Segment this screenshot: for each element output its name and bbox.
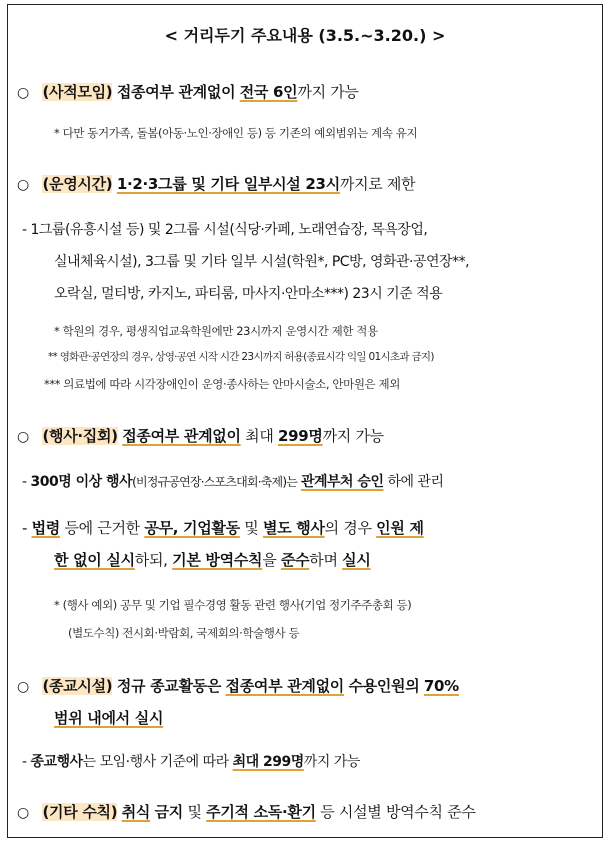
text: 수용인원의 (348, 677, 420, 695)
text: 는 모임·행사 기준에 따라 (82, 754, 229, 770)
text: 등 시설별 방역수칙 준수 (320, 803, 476, 821)
text: 취식 (121, 803, 151, 821)
text: 전국 6인 (239, 83, 298, 101)
text: 주기적 소독·환기 (206, 803, 316, 821)
note: *** 의료법에 따라 시각장애인이 운영·종사하는 안마시술소, 안마원은 제외 (44, 377, 400, 391)
section-tag: (종교시설) (42, 677, 113, 695)
detail-line: - 300명 이상 행사(비정규공연장·스포츠대회·축제)는 관계부처 승인 하에 관리 (22, 474, 444, 490)
text: 인원 제 (376, 519, 424, 537)
text: (비정규공연장·스포츠대회·축제)는 (132, 475, 297, 489)
text: 기본 방역수칙 (172, 551, 263, 569)
note: * 다만 동거가족, 돌봄(아동·노인·장애인 등) 등 기존의 예외범위는 계속 유지 (54, 126, 418, 140)
section-private-gathering (8, 81, 359, 102)
text: 종교행사 (30, 754, 83, 770)
text: 별도 행사 (262, 519, 325, 537)
text: 공무, 기업활동 (144, 519, 240, 537)
text: 70% (423, 677, 459, 695)
text: 관계부처 승인 (300, 474, 384, 490)
text: 을 (262, 551, 277, 569)
text: 및 (244, 519, 259, 537)
detail-line: - 1그룹(유흥시설 등) 및 2그룹 시설(식당·카페, 노래연습장, 목욕장업, (22, 222, 428, 238)
detail-line (54, 549, 371, 570)
section-other-rules (8, 801, 476, 822)
page-title: < 거리두기 주요내용 (3.5.~3.20.) > (164, 26, 446, 45)
text: 등에 근거한 (64, 519, 140, 537)
note: ** 영화관·공연장의 경우, 상영·공연 시작 시간 23시까지 허용(종료시각 익일 01시초과 금지) (48, 351, 434, 363)
text: 준수 (280, 551, 310, 569)
bullet-circle: ○ (17, 177, 29, 193)
text: 하며 (309, 551, 338, 569)
text: 실시 (342, 551, 371, 569)
text: 까지 가능 (297, 83, 359, 101)
text: 299명 (278, 427, 323, 445)
bullet-circle: ○ (17, 679, 29, 695)
detail-line: 실내체육시설), 3그룹 및 기타 일부 시설(학원*, PC방, 영화관·공연장**, (54, 254, 470, 270)
bullet-circle: ○ (17, 429, 29, 445)
text: 최대 (245, 427, 274, 445)
section-events (8, 425, 384, 446)
detail-line: - 법령 등에 근거한 공무, 기업활동 및 별도 행사의 경우 인원 제 (22, 519, 424, 537)
notice-box (7, 4, 603, 838)
text: 하에 관리 (387, 474, 444, 490)
bullet-circle: ○ (17, 85, 29, 101)
bullet-circle: ○ (17, 805, 29, 821)
detail-line: - 종교행사는 모임·행사 기준에 따라 최대 299명까지 가능 (22, 754, 360, 770)
text: 정규 종교활동은 (116, 677, 222, 695)
text: 까지 가능 (322, 427, 384, 445)
text: 까지 가능 (303, 754, 360, 770)
note: (별도수칙) 전시회·박람회, 국제회의·학술행사 등 (68, 626, 300, 640)
note: * 학원의 경우, 평생직업교육학원에만 23시까지 운영시간 제한 적용 (54, 324, 378, 338)
text: 접종여부 관계없이 (225, 677, 344, 695)
section-tag: (기타 수칙) (42, 803, 118, 821)
section-religious (8, 675, 459, 696)
section-tag: (사적모임) (42, 83, 113, 101)
note: * (행사 예외) 공무 및 기업 필수경영 활동 관련 행사(기업 정기주주총회 등) (54, 598, 412, 612)
text: 300명 이상 행사 (30, 474, 133, 490)
text: 까지로 제한 (339, 175, 416, 193)
detail-line: 오락실, 멀티방, 카지노, 파티룸, 마사지·안마소***) 23시 기준 적용 (54, 286, 443, 302)
section-tag: (운영시간) (42, 175, 113, 193)
detail-line (54, 707, 163, 728)
text: 접종여부 관계없이 (122, 427, 241, 445)
section-operating-hours (8, 173, 415, 194)
section-tag: (행사·집회) (42, 427, 118, 445)
text: 의 경우 (324, 519, 372, 537)
text: 최대 299명 (232, 754, 304, 770)
text: 범위 내에서 실시 (54, 709, 164, 727)
text: 한 없이 실시 (54, 551, 135, 569)
text: 및 (187, 803, 202, 821)
text: 금지 (154, 803, 183, 821)
text: 접종여부 관계없이 (116, 83, 236, 101)
text: 하되, (134, 551, 168, 569)
text: 1·2·3그룹 및 기타 일부시설 23시 (116, 175, 340, 193)
text: 법령 (31, 519, 60, 537)
